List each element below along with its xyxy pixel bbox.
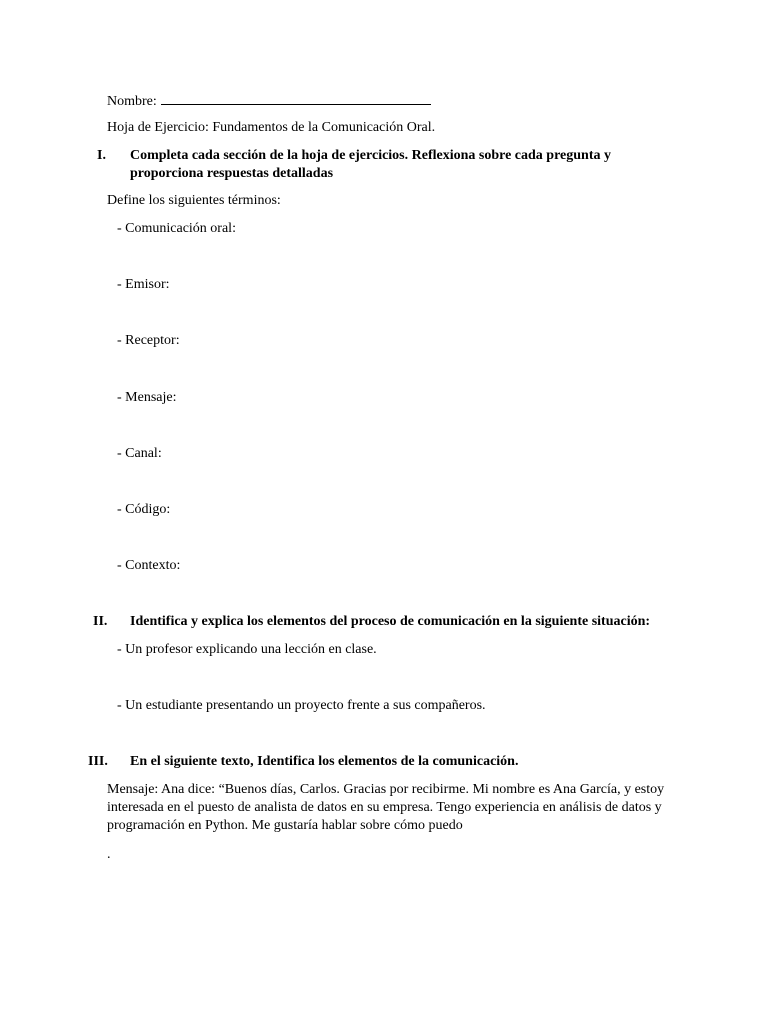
section-1-instruction: Completa cada sección de la hoja de ejercicios. Reflexiona sobre cada pregunta y proporciona respuestas detalladas bbox=[130, 148, 612, 181]
name-label: Nombre: bbox=[107, 94, 157, 109]
term-receptor: - Receptor: bbox=[117, 333, 180, 348]
message-paragraph: Mensaje: Ana dice: “Buenos días, Carlos. Gracias por recibirme. Mi nombre es Ana García, y estoy interesada en el puesto de analista de datos en su empresa. Tengo experiencia en análisis de datos y programación en Python. Me gustaría hablar sobre cómo puedo bbox=[107, 782, 665, 833]
name-line bbox=[107, 91, 431, 111]
trailing-dot: . bbox=[107, 847, 111, 862]
define-terms-prompt: Define los siguientes términos: bbox=[107, 193, 281, 208]
term-emisor: - Emisor: bbox=[117, 277, 170, 292]
term-canal: - Canal: bbox=[117, 446, 162, 461]
term-codigo: - Código: bbox=[117, 502, 171, 517]
situation-estudiante: - Un estudiante presentando un proyecto frente a sus compañeros. bbox=[117, 698, 486, 713]
sheet-title: Hoja de Ejercicio: Fundamentos de la Comunicación Oral. bbox=[107, 120, 436, 135]
section-3-heading bbox=[85, 753, 685, 771]
section-3-number: III. bbox=[88, 754, 108, 769]
situation-profesor: - Un profesor explicando una lección en clase. bbox=[117, 642, 377, 657]
term-comunicacion-oral: - Comunicación oral: bbox=[117, 221, 236, 236]
section-2-heading bbox=[85, 613, 685, 631]
term-mensaje: - Mensaje: bbox=[117, 390, 177, 405]
section-2-instruction: Identifica y explica los elementos del proceso de comunicación en la siguiente situación: bbox=[130, 614, 651, 629]
section-1-number: I. bbox=[97, 148, 106, 163]
section-3-instruction: En el siguiente texto, Identifica los elementos de la comunicación. bbox=[130, 754, 519, 769]
section-2-number: II. bbox=[93, 614, 108, 629]
term-contexto: - Contexto: bbox=[117, 558, 181, 573]
name-blank bbox=[161, 91, 431, 105]
section-1-heading bbox=[85, 147, 685, 183]
